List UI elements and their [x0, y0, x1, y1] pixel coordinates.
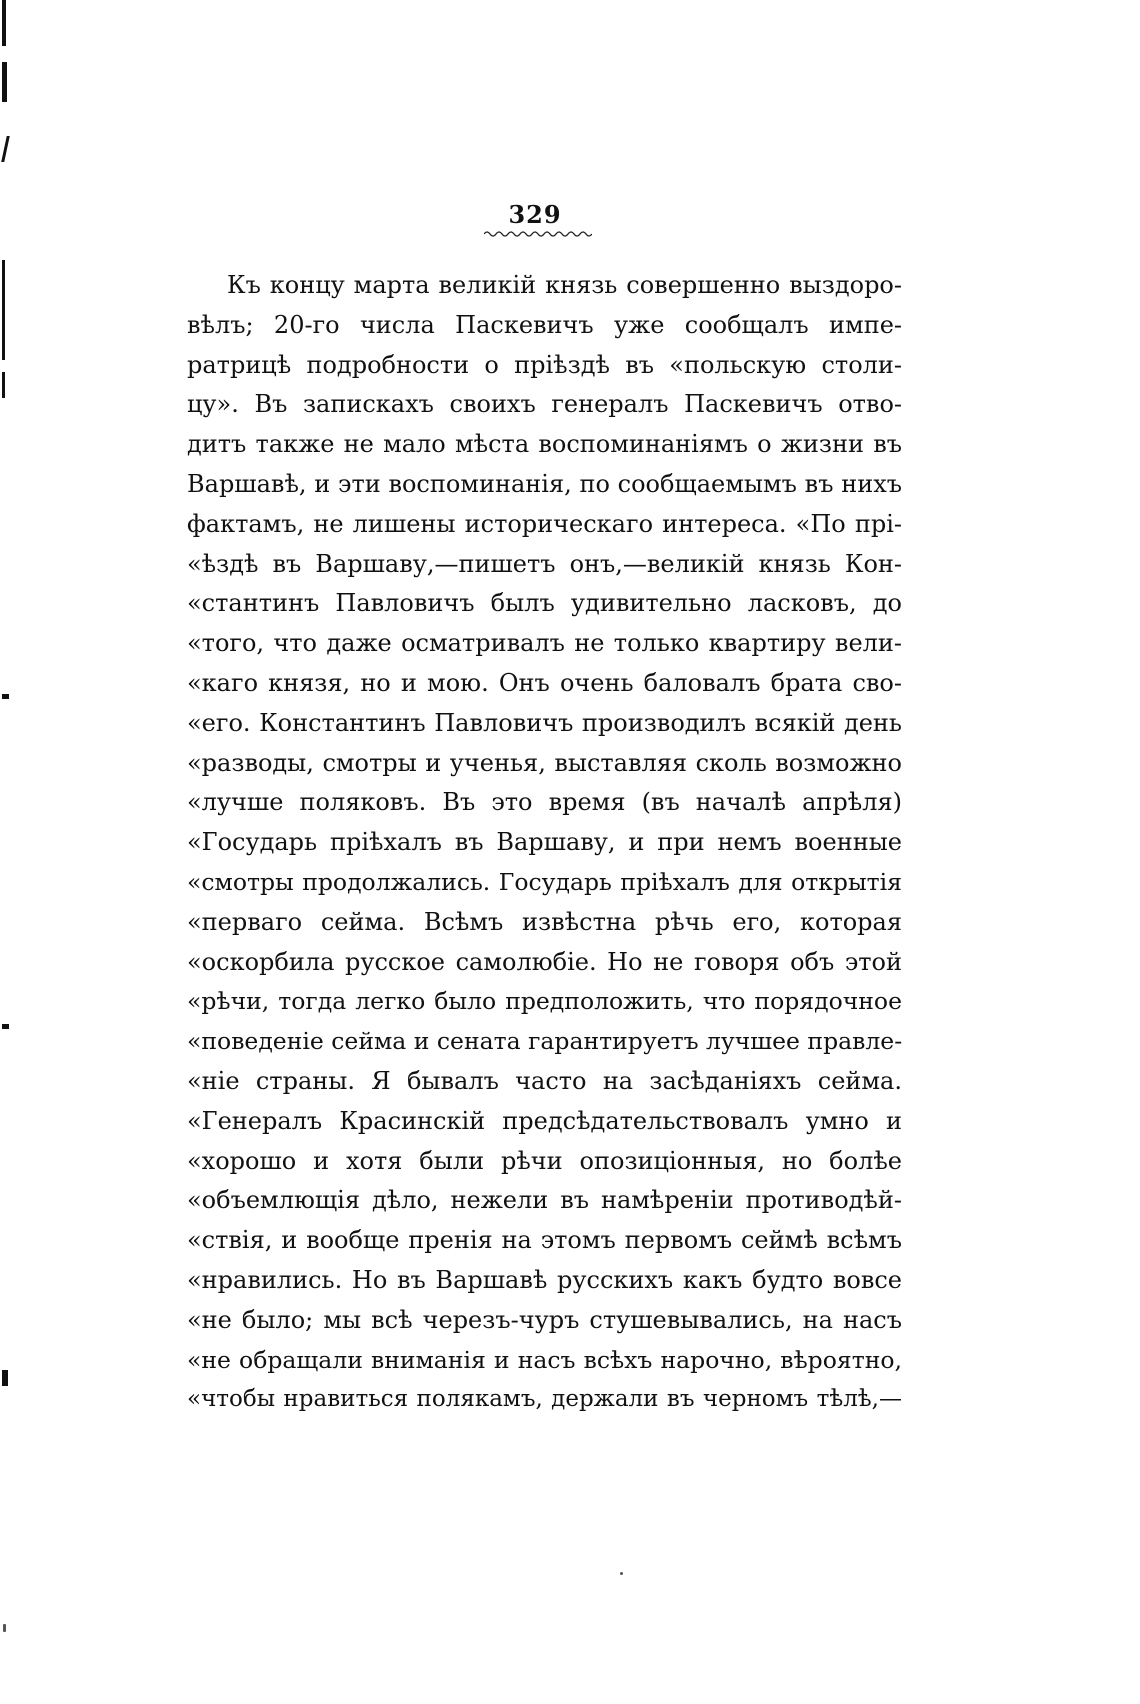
text-line: «хорошо и хотя были рѣчи опозиціонныя, но болѣе [187, 1146, 902, 1175]
scan-edge-mark [2, 372, 5, 398]
text-line: «каго князя, но и мою. Онъ очень баловалъ брата сво- [187, 668, 902, 697]
text-line: фактамъ, не лишены историческаго интереса. «По прі- [187, 509, 902, 538]
text-line: «ніе страны. Я бывалъ часто на засѣданіяхъ сейма. [187, 1066, 902, 1095]
text-line: дитъ также не мало мѣста воспоминаніямъ о жизни въ [187, 430, 902, 459]
text-line: «поведеніе сейма и сената гарантируетъ лучшее правле- [187, 1027, 902, 1056]
text-line: Къ концу марта великій князь совершенно выздоро- [227, 271, 902, 299]
body-text [187, 266, 902, 1420]
text-line: «смотры продолжались. Государь пріѣхалъ для открытія [187, 867, 902, 896]
text-line: «оскорбила русское самолюбіе. Но не говоря объ этой [187, 947, 902, 976]
scan-edge-mark [2, 62, 7, 102]
scan-edge-mark [2, 1370, 8, 1386]
text-line: «не было; мы всѣ черезъ-чуръ стушевывались, на насъ [187, 1305, 902, 1334]
scan-speck [620, 1572, 623, 1575]
text-line: «объемлющія дѣло, нежели въ намѣреніи противодѣй- [187, 1186, 902, 1215]
scan-edge-mark [1, 136, 10, 162]
scan-edge-mark [2, 260, 5, 360]
scan-edge-mark [2, 694, 9, 699]
text-line: цу». Въ запискахъ своихъ генералъ Паскевичъ отво- [187, 390, 902, 419]
text-line: «перваго сейма. Всѣмъ извѣстна рѣчь его, которая [187, 907, 902, 936]
text-line: «стантинъ Павловичъ былъ удивительно ласковъ, до [187, 589, 902, 618]
text-line: «ствія, и вообще пренія на этомъ первомъ сеймѣ всѣмъ [187, 1226, 902, 1255]
text-line: «чтобы нравиться полякамъ, держали въ черномъ тѣлѣ,— [187, 1386, 902, 1413]
text-line: «лучше поляковъ. Въ это время (въ началѣ апрѣля) [187, 788, 902, 817]
page-number: 329 [508, 200, 562, 229]
text-line: «нравились. Но въ Варшавѣ русскихъ какъ будто вовсе [187, 1265, 902, 1294]
text-line: «разводы, смотры и ученья, выставляя сколь возможно [187, 748, 902, 777]
text-line: вѣлъ; 20-го числа Паскевичъ уже сообщалъ импе- [187, 310, 902, 339]
text-line: «его. Константинъ Павловичъ производилъ всякій день [187, 708, 902, 737]
text-line: «не обращали вниманія и насъ всѣхъ нарочно, вѣроятно, [187, 1345, 902, 1374]
scan-edge-mark [2, 1024, 9, 1029]
text-line: «ѣздѣ въ Варшаву,—пишетъ онъ,—великій князь Кон- [187, 549, 902, 578]
text-line: «того, что даже осматривалъ не только квартиру вели- [187, 629, 902, 658]
scan-speck [3, 1624, 6, 1632]
wavy-rule-ornament [484, 228, 592, 238]
text-line: «Государь пріѣхалъ въ Варшаву, и при немъ военные [187, 828, 902, 857]
text-line: «Генералъ Красинскій предсѣдательствовалъ умно и [187, 1106, 902, 1135]
scan-edge-mark [2, 0, 6, 46]
text-line: Варшавѣ, и эти воспоминанія, по сообщаемымъ въ нихъ [187, 469, 902, 498]
text-line: ратрицѣ подробности о пріѣздѣ въ «польскую столи- [187, 350, 902, 379]
text-line: «рѣчи, тогда легко было предположить, что порядочное [187, 987, 902, 1016]
